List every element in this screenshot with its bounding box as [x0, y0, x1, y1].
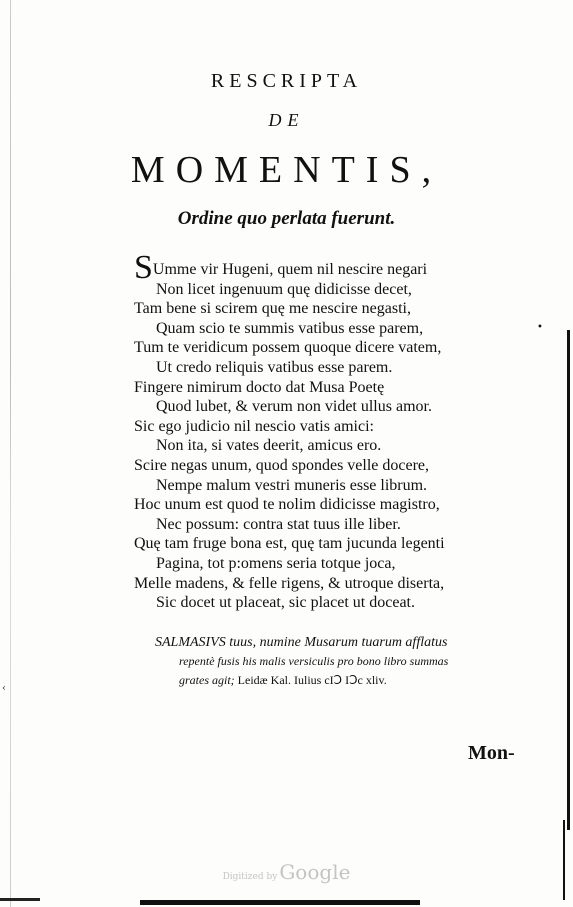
catchword: Mon-	[468, 742, 515, 764]
poem-line: Tum te veridicum possem quoque dicere vatem,	[134, 339, 442, 357]
subtitle-ordine: Ordine quo perlata fuerunt.	[177, 208, 396, 229]
poem-block	[134, 249, 534, 613]
page-right-edge	[567, 330, 570, 830]
page-bottom-left-edge	[0, 898, 40, 901]
drop-cap: S	[134, 249, 153, 286]
poem-line: Nec possum: contra stat tuus ille liber.	[156, 515, 401, 533]
poem-line: Sic docet ut placeat, sic placet ut doceat.	[156, 594, 415, 612]
poem-line: Quę tam fruge bona est, quę tam jucunda legenti	[134, 535, 445, 553]
poem-line: Non licet ingenuum quę didicisse decet,	[156, 280, 412, 298]
page-left-edge	[10, 0, 11, 907]
title-de: DE	[268, 110, 305, 130]
page-bottom-edge	[140, 900, 420, 905]
signature-line: SALMASIVS tuus, numine Musarum tuarum afflatus	[155, 635, 448, 650]
poem-line: Pagina, tot p:omens seria totque joca,	[156, 554, 396, 572]
poem-line: Fingere nimirum docto dat Musa Poetę	[134, 378, 385, 396]
poem-line: Melle madens, & felle rigens, & utroque diserta,	[134, 574, 445, 592]
poem-line: Hoc unum est quod te nolim didicisse magistro,	[134, 496, 440, 514]
watermark-digitized: Digitized by	[222, 872, 278, 882]
poem-line: Ut credo reliquis vatibus esse parem.	[156, 358, 393, 376]
poem-line: Scire negas unum, quod spondes velle docere,	[134, 456, 430, 474]
poem-line: Quam scio te summis vatibus esse parem,	[156, 319, 424, 337]
poem-line: Quod lubet, & verum non videt ullus amor.	[156, 398, 432, 416]
poem-line: Non ita, si vates deerit, amicus ero.	[156, 437, 382, 455]
title-momentis: MOMENTIS,	[130, 149, 443, 191]
google-watermark	[0, 860, 573, 884]
poem-line: Nempe malum vestri muneris esse librum.	[156, 476, 428, 494]
margin-mark-left: ‹	[2, 683, 6, 694]
watermark-google: Google	[279, 860, 351, 884]
poem-line: Sic ego judicio nil nescio vatis amici:	[134, 417, 374, 435]
title-rescripta: RESCRIPTA	[210, 70, 363, 92]
signature-line: repentè fusis his malis versiculis pro bono libro summas	[179, 654, 449, 668]
poem-line: Tam bene si scirem quę me nescire negasti,	[134, 300, 411, 318]
signature-line: grates agit; Leidæ Kal. Iulius cIↃ IↃc xliv.	[179, 673, 387, 687]
poem-line: SUmme vir Hugeni, quem nil nescire negari	[134, 249, 428, 286]
margin-mark-right: •	[537, 322, 543, 333]
signature-block	[155, 633, 555, 690]
